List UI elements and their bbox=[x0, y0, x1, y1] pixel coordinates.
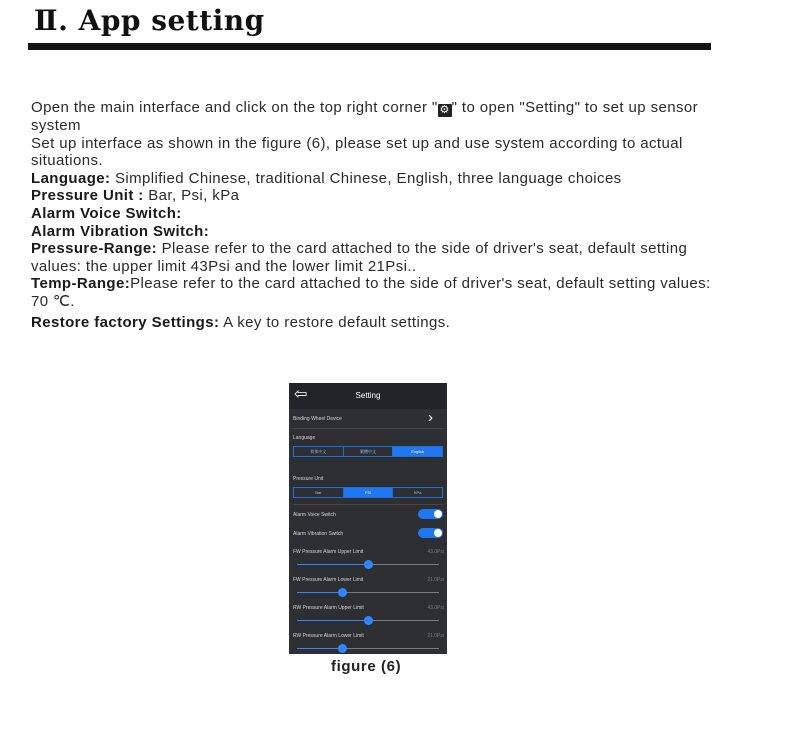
heading-rule bbox=[28, 43, 711, 50]
binding-wheel-label[interactable]: Binding Wheel Device bbox=[293, 416, 342, 422]
item-label: Alarm Vibration Switch: bbox=[31, 222, 210, 240]
language-segment[interactable] bbox=[293, 446, 443, 457]
slider-label: FW Pressure Alarm Upper Limit bbox=[293, 549, 364, 555]
settings-screenshot bbox=[289, 383, 447, 654]
unit-option[interactable]: Bar bbox=[294, 488, 344, 497]
item-text: Please refer to the card attached to the side of driver's seat, default setting values: the upper limit 43Psi and the lower limit 21Psi.. bbox=[31, 240, 688, 275]
slider-value: 21.0Psi bbox=[427, 633, 444, 639]
slider-thumb[interactable] bbox=[364, 616, 373, 625]
vibration-switch-label: Alarm Vibration Switch bbox=[293, 531, 344, 537]
slider-fill bbox=[297, 592, 342, 593]
slider-label: RW Pressure Alarm Upper Limit bbox=[293, 605, 364, 611]
toggle-knob bbox=[434, 510, 442, 518]
slider-value: 43.0Psi bbox=[427, 605, 444, 611]
slider-fill bbox=[297, 648, 342, 649]
voice-switch-toggle[interactable] bbox=[418, 509, 443, 519]
unit-option[interactable]: PSI bbox=[344, 488, 394, 497]
slider-thumb[interactable] bbox=[338, 588, 347, 597]
item-label: Restore factory Settings: bbox=[31, 313, 220, 331]
intro-text-a: Open the main interface and click on the top right corner " bbox=[31, 99, 438, 116]
unit-option[interactable]: KPa bbox=[413, 490, 422, 495]
item-label: Temp-Range: bbox=[31, 275, 131, 293]
item-text: Bar, Psi, kPa bbox=[143, 187, 240, 205]
back-icon[interactable]: ⇦ bbox=[294, 386, 308, 403]
item-label: Language: bbox=[31, 169, 111, 187]
item-language bbox=[31, 170, 731, 188]
rw-upper-slider[interactable] bbox=[297, 617, 439, 625]
vibration-switch-toggle[interactable] bbox=[418, 528, 443, 538]
toggle-knob bbox=[434, 529, 442, 537]
slider-fill bbox=[297, 620, 368, 621]
instructions bbox=[31, 99, 731, 331]
pressure-unit-segment[interactable] bbox=[293, 487, 443, 498]
item-label: Pressure-Range: bbox=[31, 240, 158, 258]
language-option[interactable]: 简体中文 bbox=[294, 447, 344, 456]
pressure-unit-label: Pressure Unit bbox=[293, 476, 324, 482]
slider-fill bbox=[297, 564, 368, 565]
item-label: Pressure Unit : bbox=[31, 187, 144, 205]
item-restore bbox=[31, 314, 731, 332]
intro-line-2: Set up interface as shown in the figure (6), please set up and use system according to actual situations. bbox=[31, 134, 683, 170]
slider-thumb[interactable] bbox=[364, 560, 373, 569]
fw-upper-slider[interactable] bbox=[297, 561, 439, 569]
item-text: A key to restore default settings. bbox=[219, 313, 451, 331]
intro-text-b: " to open "Setting" to set up sensor system bbox=[31, 99, 698, 134]
slider-value: 21.0Psi bbox=[427, 577, 444, 583]
slider-label: RW Pressure Alarm Lower Limit bbox=[293, 633, 364, 639]
item-text: Please refer to the card attached to the side of driver's seat, default setting values: 70 ℃. bbox=[31, 275, 711, 310]
slider-value: 43.0Psi bbox=[427, 549, 444, 555]
item-pressure-unit bbox=[31, 187, 731, 205]
fw-lower-slider[interactable] bbox=[297, 589, 439, 597]
item-text: Simplified Chinese, traditional Chinese, English, three language choices bbox=[110, 169, 622, 187]
voice-switch-label: Alarm Voice Switch bbox=[293, 512, 336, 518]
item-pressure-range bbox=[31, 240, 731, 275]
rw-lower-slider[interactable] bbox=[297, 645, 439, 653]
language-option[interactable]: English bbox=[393, 447, 442, 456]
divider bbox=[293, 428, 443, 429]
divider bbox=[293, 504, 443, 505]
language-label: Language bbox=[293, 435, 316, 441]
item-voice-switch bbox=[31, 205, 731, 223]
item-temp-range bbox=[31, 275, 731, 310]
slider-thumb[interactable] bbox=[338, 644, 347, 653]
item-label: Alarm Voice Switch: bbox=[31, 204, 182, 222]
settings-title: Setting bbox=[355, 391, 381, 400]
figure-caption: figure (6) bbox=[331, 658, 402, 675]
gear-icon: ⚙ bbox=[439, 104, 450, 116]
chevron-right-icon[interactable]: › bbox=[428, 409, 433, 426]
item-vibration-switch bbox=[31, 223, 731, 241]
intro-line-1 bbox=[31, 99, 731, 135]
language-option[interactable]: 繁體中文 bbox=[344, 447, 394, 456]
section-heading: Ⅱ. App setting bbox=[34, 4, 265, 37]
slider-label: FW Pressure Alarm Lower Limit bbox=[293, 577, 364, 583]
